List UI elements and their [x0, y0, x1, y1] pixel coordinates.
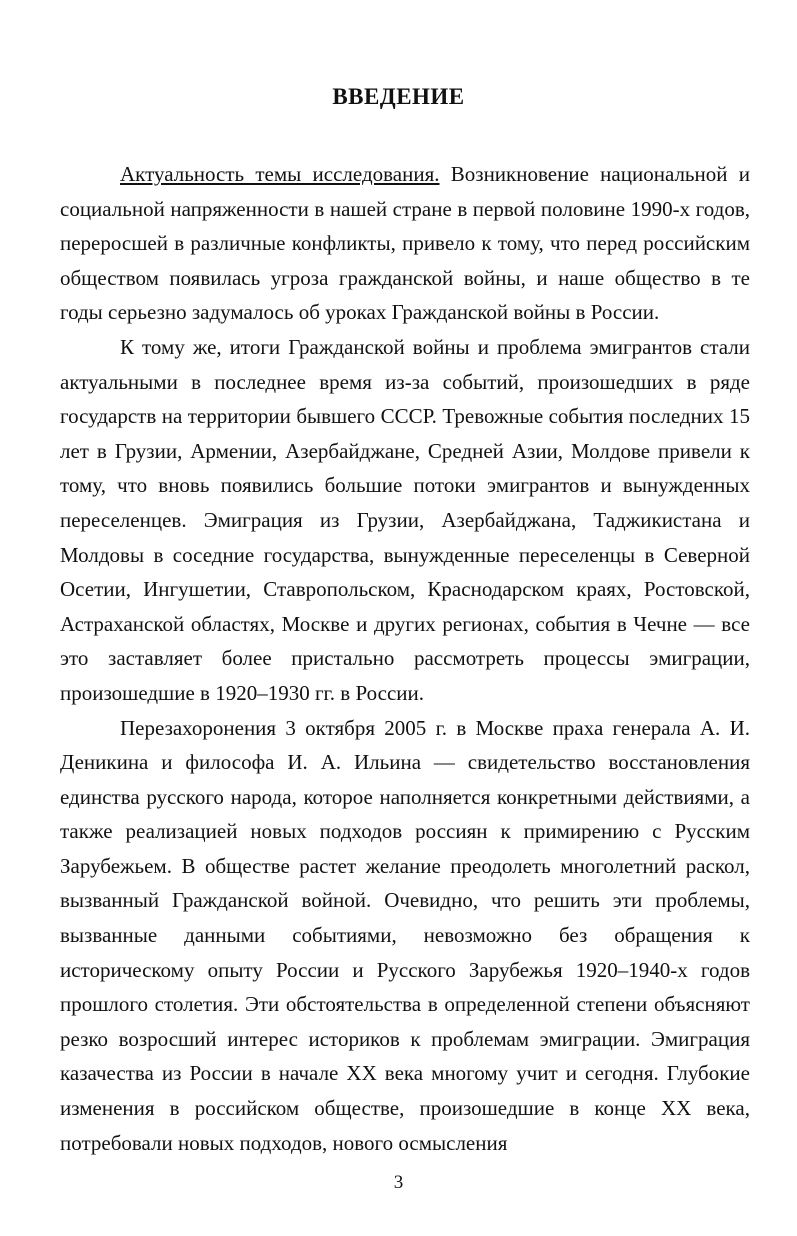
paragraph-text: Возникновение национальной и социальной напряженности в нашей стране в первой половине 1990-х годов, переросшей в различные конфликты, привело к тому, что перед российским обществом появилась угроза гражданской войны, и наше общество в те годы серьезно задумалось об уроках Гражданской войны в России. — [60, 162, 750, 325]
body-text — [60, 157, 750, 1160]
paragraph-emigration-context: К тому же, итоги Гражданской войны и проблема эмигрантов стали актуальными в последнее время из-за событий, произошедших в ряде государств на территории бывшего СССР. Тревожные события последних 15 лет в Грузии, Армении, Азербайджане, Средней Азии, Молдове привели к тому, что вновь появились большие потоки эмигрантов и вынужденных переселенцев. Эмиграция из Грузии, Азербайджана, Таджикистана и Молдовы в соседние государства, вынужденные переселенцы в Северной Осетии, Ингушетии, Ставропольском, Краснодарском краях, Ростовской, Астраханской областях, Москве и других регионах, события в Чечне — все это заставляет более пристально рассмотреть процессы эмиграции, произошедшие в 1920–1930 гг. в России. — [60, 334, 750, 705]
paragraph-reburial: Перезахоронения 3 октября 2005 г. в Москве праха генерала А. И. Деникина и философа И. А. Ильина — свидетельство восстановления единства русского народа, которое наполняется конкретными действиями, а также реализацией новых подходов россиян к примирению с Русским Зарубежьем. В обществе растет желание преодолеть многолетний раскол, вызванный Гражданской войной. Очевидно, что решить эти проблемы, вызванные данными событиями, невозможно без обращения к историческому опыту России и Русского Зарубежья 1920–1940-х годов прошлого столетия. Эти обстоятельства в определенной степени объясняют резко возросший интерес историков к проблемам эмиграции. Эмиграция казачества из России в начале XX века многому учит и сегодня. Глубокие изменения в российском обществе, произошедшие в конце XX века, потребовали новых подходов, нового осмысления — [60, 715, 750, 1155]
paragraph-relevance — [60, 157, 750, 330]
page-title: ВВЕДЕНИЕ — [332, 84, 465, 109]
page-number: 3 — [393, 1172, 404, 1193]
section-lead-underlined: Актуальность темы исследования. — [120, 162, 440, 186]
